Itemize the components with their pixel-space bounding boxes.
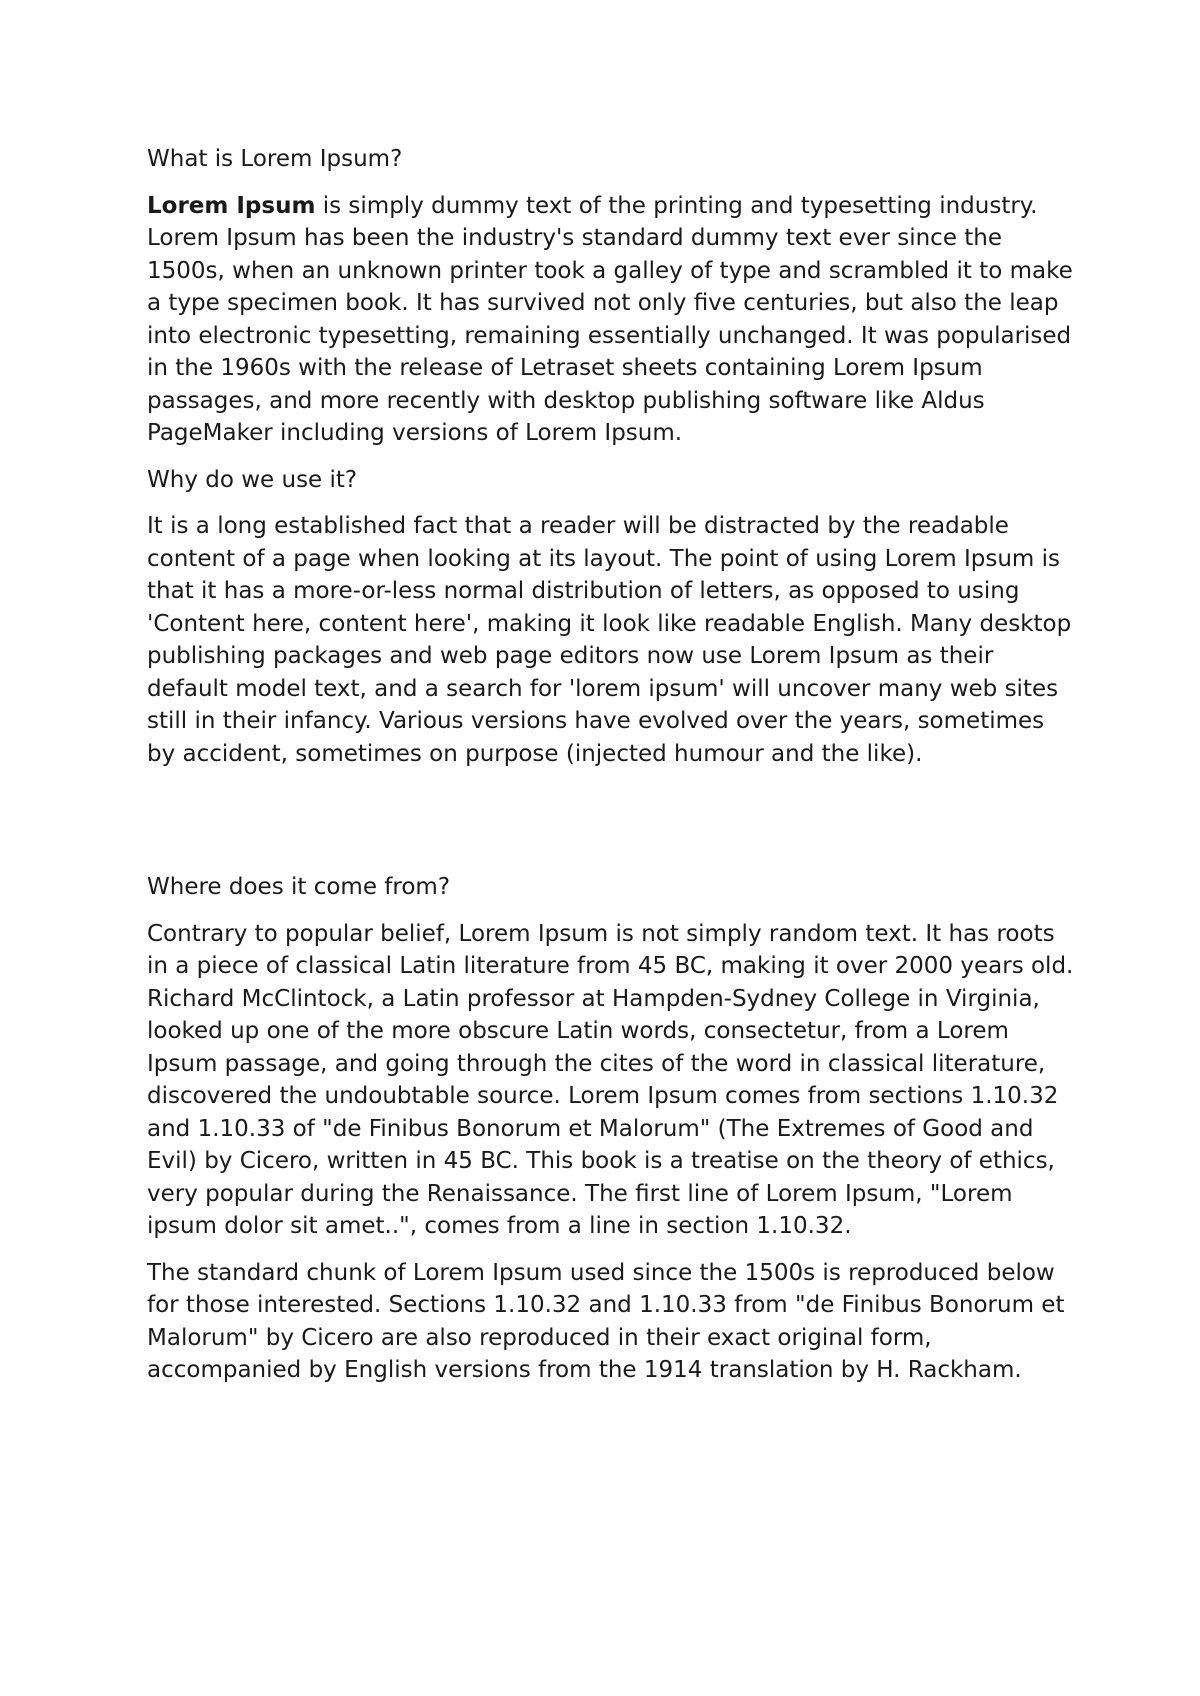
spacer [147, 770, 1077, 871]
document-page [147, 143, 1077, 1387]
spacer [147, 176, 1077, 190]
section-heading-what: What is Lorem Ipsum? [147, 146, 403, 172]
section-paragraph-standard-chunk: The standard chunk of Lorem Ipsum used since the 1500s is reproduced below for those interested. Sections 1.10.32 and 1.10.33 from "de Finibus Bonorum et Malorum" by Cicero are also reproduced in their exact original form, accompanied by English versions from the 1914 translation by H. Rackham. [147, 1259, 1065, 1383]
spacer [147, 904, 1077, 918]
section-paragraph-where: Contrary to popular belief, Lorem Ipsum is not simply random text. It has roots in a piece of classical Latin literature from 45 BC, making it over 2000 years old. Richard McClintock, a Latin professor at Hampden-Sydney College in Virginia, looked up one of the more obscure Latin words, consectetur, from a Lorem Ipsum passage, and going through the cites of the word in classical literature, discovered the undoubtable source. Lorem Ipsum comes from sections 1.10.32 and 1.10.33 of "de Finibus Bonorum et Malorum" (The Extremes of Good and Evil) by Cicero, written in 45 BC. This book is a treatise on the theory of ethics, very popular during the Renaissance. The first line of Lorem Ipsum, "Lorem ipsum dolor sit amet..", comes from a line in section 1.10.32. [147, 920, 1074, 1239]
spacer [147, 496, 1077, 510]
lead-term: Lorem Ipsum [147, 192, 316, 219]
spacer [147, 1243, 1077, 1257]
section-heading-where: Where does it come from? [147, 874, 451, 900]
paragraph-text: is simply dummy text of the printing and typesetting industry. Lorem Ipsum has been the industry's standard dummy text ever since the 1500s, when an unknown printer took a galley of type and scrambled it to make a type specimen book. It has survived not only five centuries, but also the leap into electronic typesetting, remaining essentially unchanged. It was popularised in the 1960s with the release of Letraset sheets containing Lorem Ipsum passages, and more recently with desktop publishing software like Aldus PageMaker including versions of Lorem Ipsum. [147, 192, 1073, 446]
section-paragraph-what [147, 190, 1077, 450]
section-paragraph-why: It is a long established fact that a reader will be distracted by the readable content of a page when looking at its layout. The point of using Lorem Ipsum is that it has a more-or-less normal distribution of letters, as opposed to using 'Content here, content here', making it look like readable English. Many desktop publishing packages and web page editors now use Lorem Ipsum as their default model text, and a search for 'lorem ipsum' will uncover many web sites still in their infancy. Various versions have evolved over the years, sometimes by accident, sometimes on purpose (injected humour and the like). [147, 513, 1072, 767]
spacer [147, 450, 1077, 464]
section-heading-why: Why do we use it? [147, 466, 358, 493]
